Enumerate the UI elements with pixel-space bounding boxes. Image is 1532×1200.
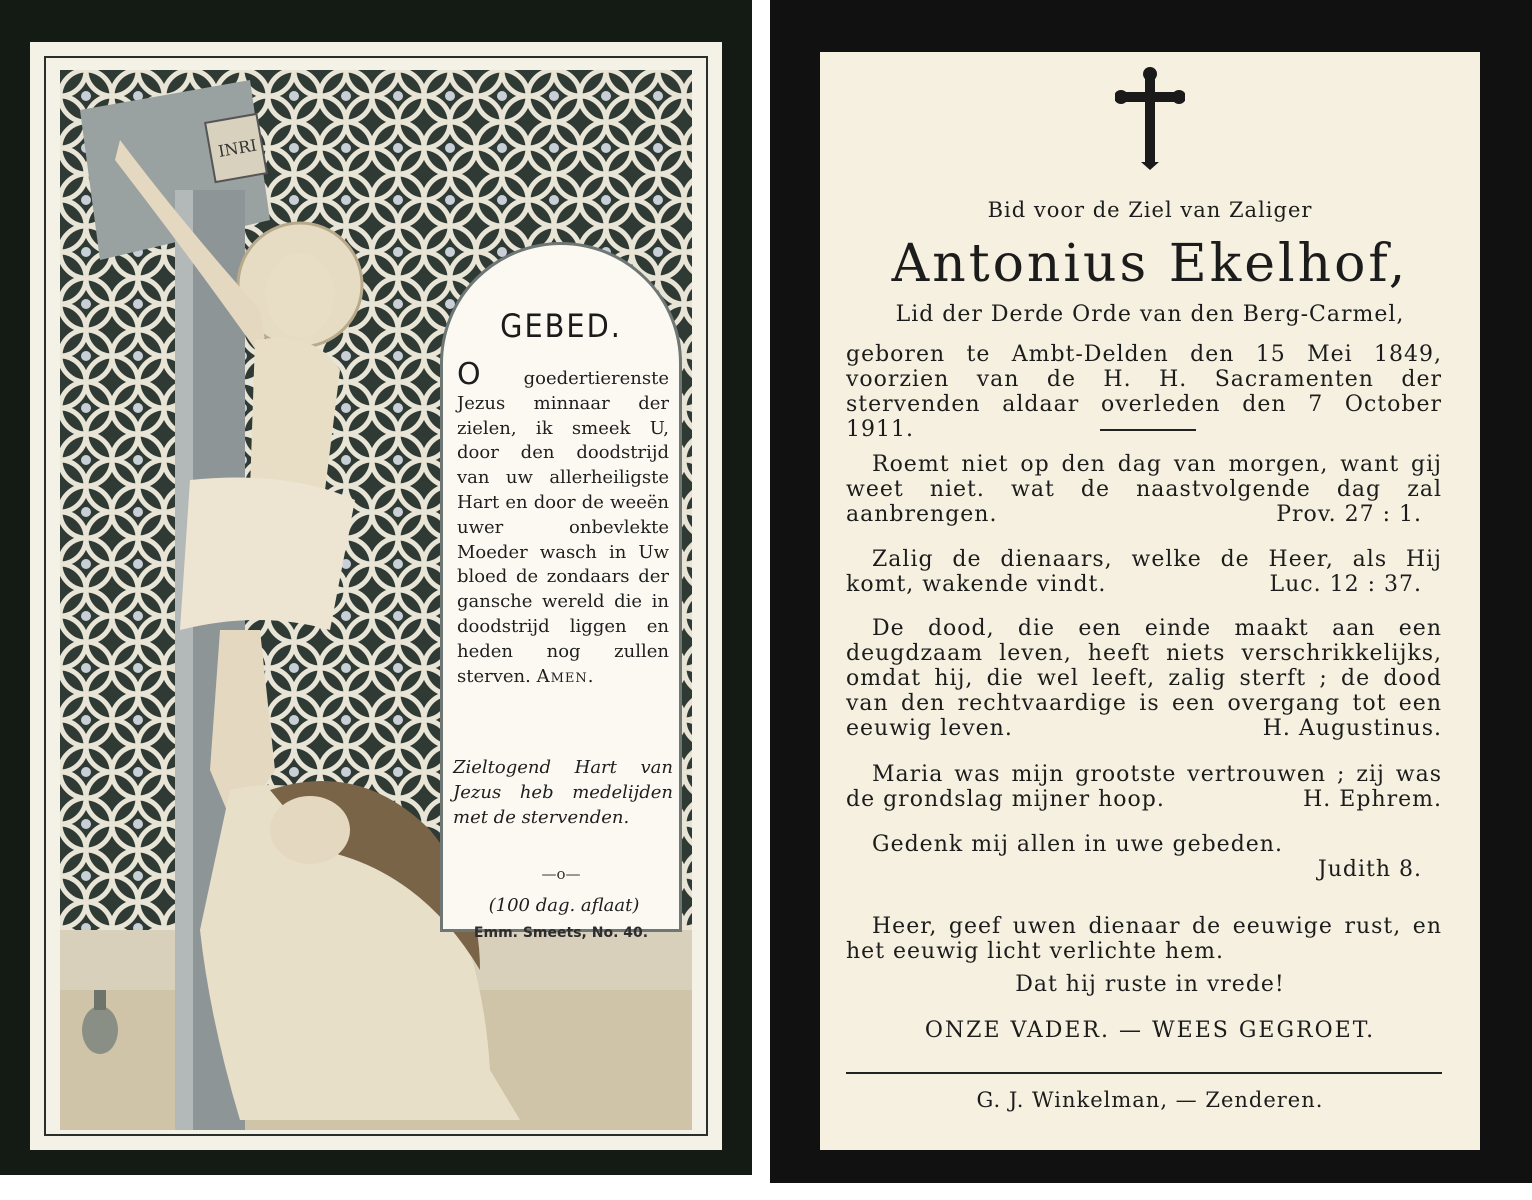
prayer-panel	[440, 242, 682, 941]
quote-block	[846, 762, 1442, 812]
quote-text: Zalig de dienaars, welke de Heer, als Hij komt, wakende vindt.	[846, 547, 1442, 597]
prayer-title: GEBED.	[500, 307, 622, 345]
quote-source: Judith 8.	[1317, 857, 1422, 882]
memorial-card-back	[770, 0, 1532, 1183]
biography: geboren te Ambt-Delden den 15 Mei 1849, voorzien van de H. H. Sacramenten der stervenden aldaar overleden den 7 October 1911.	[846, 342, 1442, 442]
prayer-body: goedertierenste Jezus minnaar der zielen, ik smeek U, door den doodstrijd van uw allerheiligste Hart en door de weeën uwer onbevlekte Moeder wasch in Uw bloed de zondaars der gansche wereld die in doodstrijd liggen en heden nog zullen sterven.	[457, 368, 669, 687]
quote-source: H. Ephrem.	[1303, 787, 1442, 812]
ornamental-divider: —o—	[541, 865, 581, 883]
prayer-text	[457, 357, 669, 689]
quote-text: Gedenk mij allen in uwe gebeden.	[872, 832, 1283, 857]
prayer-card-front	[0, 0, 752, 1175]
quote-text: Heer, geef uwen dienaar de eeuwige rust, en het eeuwig licht verlichte hem.	[846, 914, 1442, 964]
deceased-name: Antonius Ekelhof,	[891, 234, 1409, 294]
membership-line: Lid der Derde Orde van den Berg-Carmel,	[895, 302, 1405, 327]
quote-block	[846, 832, 1442, 882]
short-divider	[1100, 429, 1196, 431]
prayers-line: ONZE VADER. — WEES GEGROET.	[924, 1018, 1376, 1043]
quote-source: Prov. 27 : 1.	[1276, 502, 1422, 527]
prayer-amen: Amen.	[536, 665, 595, 687]
publisher-credit: Emm. Smeets, No. 40.	[473, 925, 649, 941]
quote-text: Maria was mijn grootste vertrouwen ; zij was de grondslag mijner hoop.	[846, 762, 1442, 812]
memorial-card-paper	[820, 52, 1480, 1150]
quote-text: Roemt niet op den dag van morgen, want gij weet niet. wat de naastvolgende dag zal aanbrengen.	[846, 452, 1442, 527]
indulgence-note: (100 dag. aflaat)	[488, 895, 640, 916]
quote-source: Luc. 12 : 37.	[1269, 572, 1422, 597]
intro-line: Bid voor de Ziel van Zaliger	[987, 198, 1313, 222]
quote-block	[846, 616, 1442, 741]
quote-block	[846, 914, 1442, 964]
quote-block	[846, 547, 1442, 597]
cross-icon	[1115, 66, 1185, 170]
printer-credit: G. J. Winkelman, — Zenderen.	[976, 1088, 1324, 1112]
quote-text: De dood, die een einde maakt aan een deugdzaam leven, heeft niets verschrikkelijks, omdat hij, die wel leeft, zalig sterft ; de dood van den rechtvaardige is een overgang tot een eeuwig leven.	[846, 616, 1442, 741]
invocation-text: Zieltogend Hart van Jezus heb medelijden met de stervenden.	[453, 757, 673, 828]
prayer-dropcap: O	[457, 357, 481, 392]
inri-plaque: INRI	[216, 135, 259, 161]
quote-source: H. Augustinus.	[1262, 716, 1442, 741]
quote-block	[846, 452, 1442, 527]
card-front-paper	[30, 42, 722, 1150]
rest-in-peace-line: Dat hij ruste in vrede!	[1015, 972, 1285, 997]
long-divider	[846, 1072, 1442, 1074]
